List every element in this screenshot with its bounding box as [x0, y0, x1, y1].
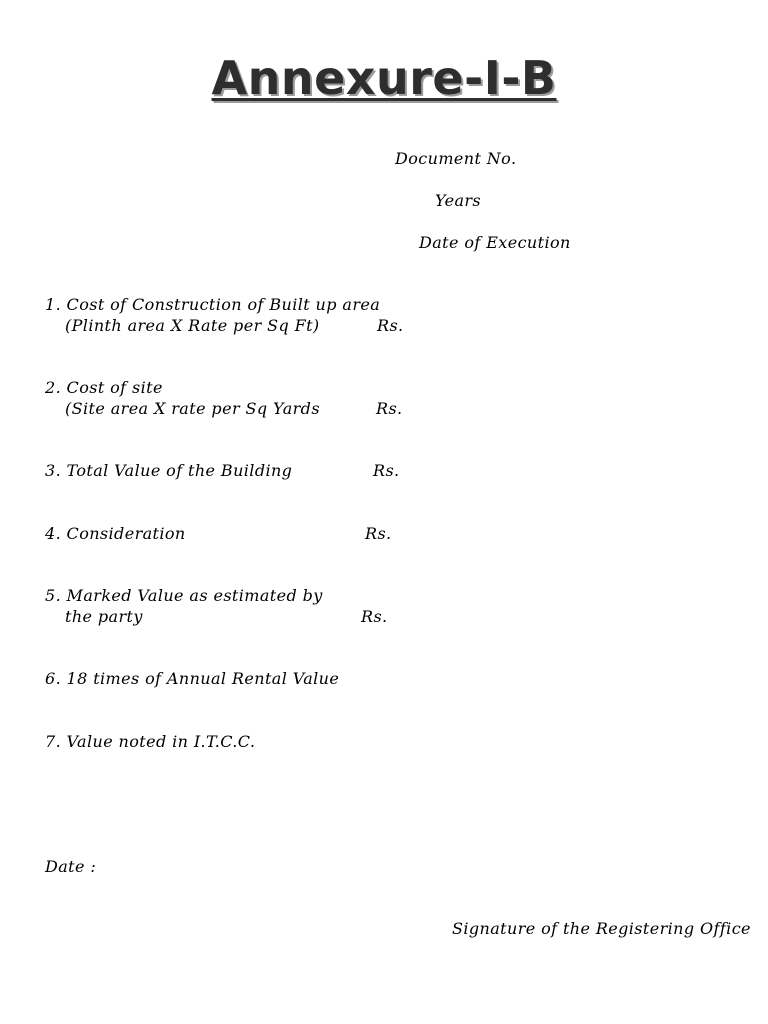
item-6-line-1: 6. 18 times of Annual Rental Value [45, 669, 340, 688]
item-1-currency: Rs. [377, 316, 404, 335]
date-of-execution-label: Date of Execution [419, 233, 571, 252]
item-1-line-2: (Plinth area X Rate per Sq Ft) [65, 316, 320, 335]
item-4-line-1: 4. Consideration [45, 524, 186, 543]
item-3-line-1: 3. Total Value of the Building [45, 461, 293, 480]
document-no-label: Document No. [395, 149, 517, 168]
item-4-currency: Rs. [365, 524, 392, 543]
item-1-line-1: 1. Cost of Construction of Built up area [45, 295, 381, 314]
years-label: Years [435, 191, 482, 210]
item-2-line-1: 2. Cost of site [45, 378, 163, 397]
item-3-currency: Rs. [373, 461, 400, 480]
signature-label: Signature of the Registering Office [452, 919, 751, 938]
item-5-line-1: 5. Marked Value as estimated by [45, 586, 323, 605]
item-7-line-1: 7. Value noted in I.T.C.C. [45, 732, 256, 751]
item-2-line-2: (Site area X rate per Sq Yards [65, 399, 320, 418]
item-5-currency: Rs. [361, 607, 388, 626]
date-label: Date : [45, 857, 97, 876]
item-5-line-2: the party [65, 607, 143, 626]
page-title: Annexure-I-B [211, 51, 557, 105]
item-2-currency: Rs. [376, 399, 403, 418]
